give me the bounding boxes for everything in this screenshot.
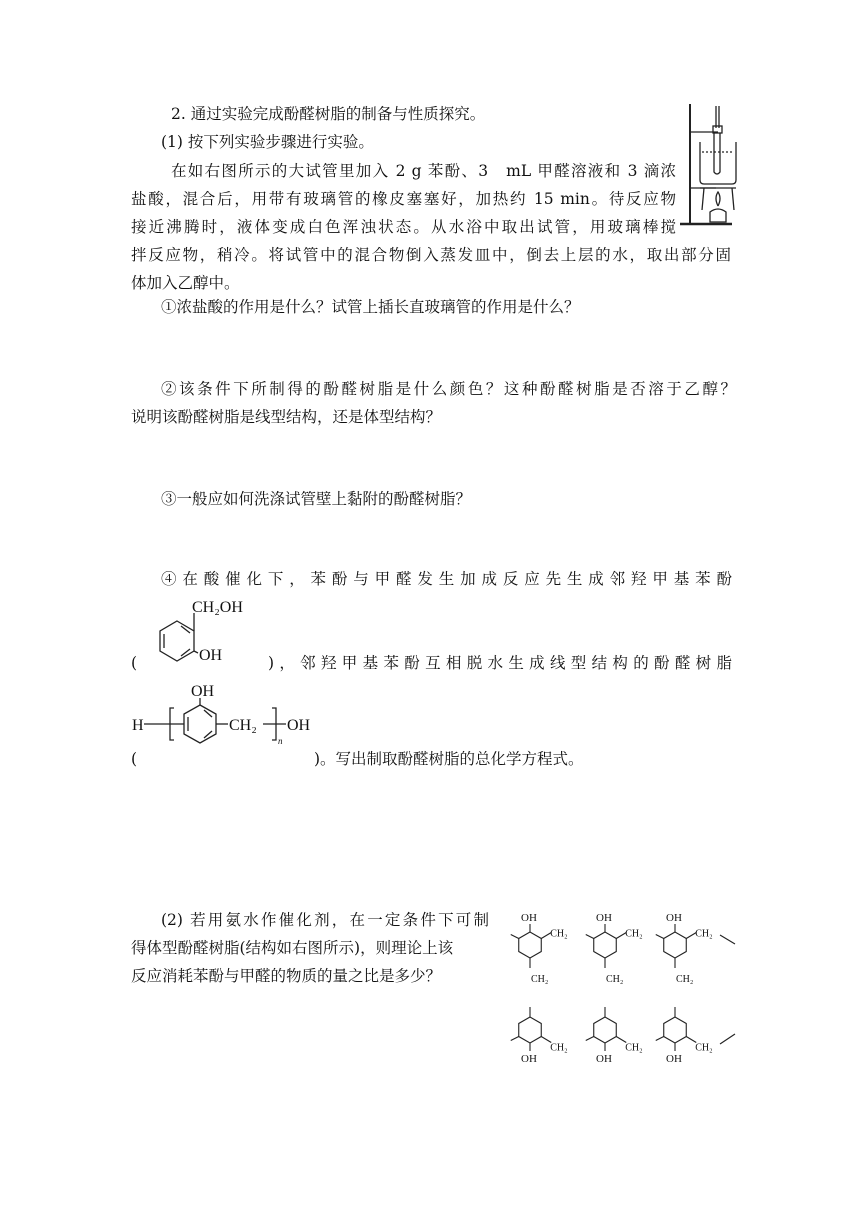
oh-label-bottom-2: OH [666,1053,682,1065]
ch2-label: CH₂ [229,717,257,734]
oh-end-label: OH [287,717,311,734]
part1-heading: (1) 按下列实验步骤进行实验。 [161,133,374,151]
benzene-ring-b0 [519,1017,542,1043]
part2-line-1: (2) 若用氨水作催化剂，在一定条件下可制 [161,911,489,929]
bond-line [656,935,664,939]
benzene-ring-b2 [664,1017,687,1043]
paragraph-line-3: 接近沸腾时，液体变成白色浑浊状态。从水浴中取出试管，用玻璃棒搅 [131,218,676,236]
paragraph-line-4: 拌反应物，稍冷。将试管中的混合物倒入蒸发皿中，倒去上层的水，取出部分固 [131,246,731,264]
ch2-label-top-2: CH₂ [695,928,713,940]
paragraph-line-1: 在如右图所示的大试管里加入 2 g 苯酚、3 mL 甲醛溶液和 3 滴浓 [171,162,676,180]
sub-question-4-line-1: ④在酸催化下，苯酚与甲醛发生加成反应先生成邻羟甲基苯酚 [161,570,732,588]
apparatus-illustration [676,100,738,228]
part2-line-3: 反应消耗苯酚与甲醛的物质的量之比是多少？ [131,967,442,985]
ring-oh-label: OH [191,683,215,700]
paragraph-line-5: 体加入乙醇中。 [131,274,240,292]
n-subscript: n [278,736,283,746]
hydroxymethylphenol-formula [140,595,270,667]
oh-label-bottom-0: OH [521,1053,537,1065]
ch2-label-bottom-2: CH₂ [695,1042,713,1054]
bond-trailing-top [720,935,735,944]
oh-label-top-2: OH [666,912,682,924]
sub-question-2-line-2: 说明该酚醛树脂是线型结构，还是体型结构？ [131,408,442,426]
bond-line [511,1037,519,1041]
sub-question-4-line-2: )，邻羟甲基苯酚互相脱水生成线型结构的酚醛树脂 [268,654,732,672]
bond-line [656,1037,664,1041]
sub-question-2-line-1: ②该条件下所制得的酚醛树脂是什么颜色？这种酚醛树脂是否溶于乙醇？ [161,380,736,398]
bond-line [511,935,519,939]
benzene-ring-t2 [664,932,687,958]
ch2-label-top-1: CH₂ [625,928,643,940]
h-end-label: H [132,717,144,734]
ch2-label-bottom-1: CH₂ [625,1042,643,1054]
ch2-label-mid-0: CH₂ [531,974,549,985]
bond-line [586,1037,594,1041]
benzene-ring-b1 [594,1017,617,1043]
part2-line-2: 得体型酚醛树脂(结构如右图所示)，则理论上该 [131,939,454,957]
network-resin-structure [495,900,740,1075]
ch2oh-label: CH₂OH [192,599,243,616]
sub-question-1: ①浓盐酸的作用是什么？试管上插长直玻璃管的作用是什么？ [161,298,580,316]
benzene-ring-t1 [594,932,617,958]
oh-label-top-0: OH [521,912,537,924]
benzene-ring-t0 [519,932,542,958]
paragraph-line-2: 盐酸，混合后，用带有玻璃管的橡皮塞塞好，加热约 15 min。待反应物 [131,190,676,208]
ch2-label-mid-1: CH₂ [606,974,624,985]
sub-question-3: ③一般应如何洗涤试管壁上黏附的酚醛树脂？ [161,490,472,508]
bond-line [586,935,594,939]
question-title: 2. 通过实验完成酚醛树脂的制备与性质探究。 [171,105,486,123]
ch2-label-mid-2: CH₂ [676,974,694,985]
oh-label-top-1: OH [596,912,612,924]
oh-label: OH [199,647,223,664]
ch2-label-bottom-0: CH₂ [550,1042,568,1054]
sub-question-4-paren-open-1: ( [131,654,138,672]
oh-label-bottom-1: OH [596,1053,612,1065]
sub-question-4-paren-open-2: ( [131,750,138,768]
ch2-label-top-0: CH₂ [550,928,568,940]
linear-resin-formula [130,680,320,760]
bond-trailing-bottom [720,1034,735,1044]
sub-question-4-line-3: )。写出制取酚醛树脂的总化学方程式。 [314,750,584,768]
